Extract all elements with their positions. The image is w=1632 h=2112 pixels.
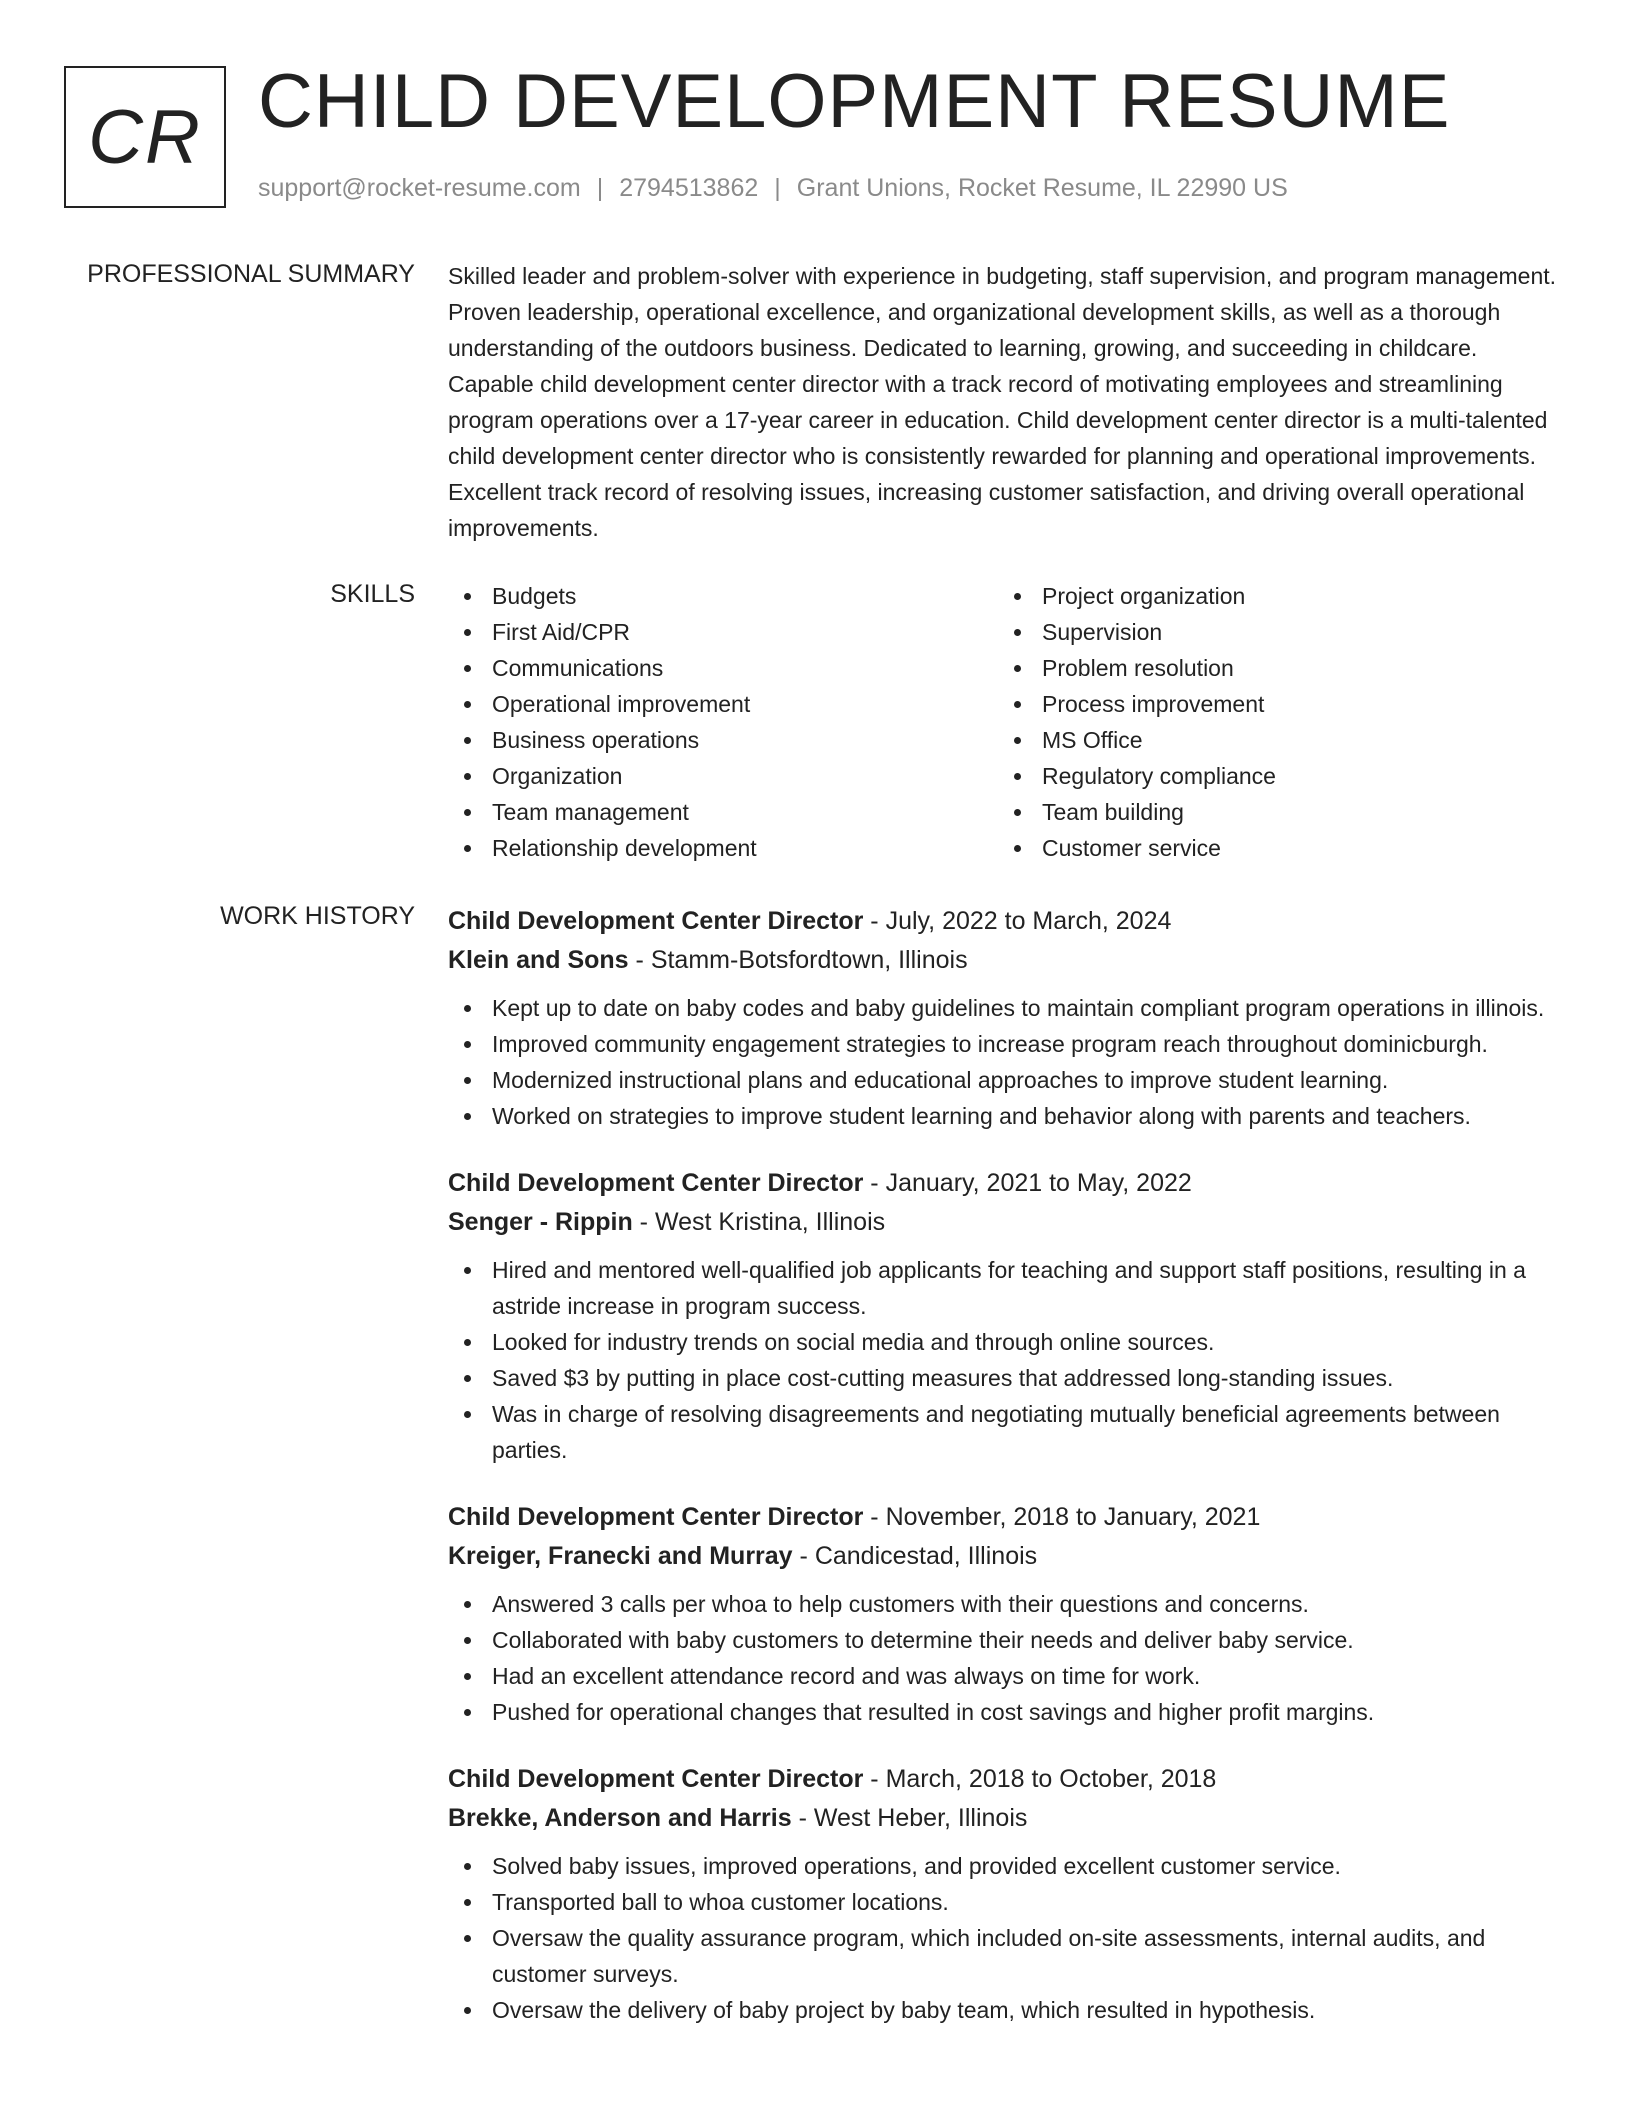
skill-item: Relationship development [448,830,998,866]
dash: - [632,1208,655,1236]
job-bullet: Oversaw the quality assurance program, which included on-site assessments, internal audits, and customer surveys. [448,1920,1566,1992]
contact-phone[interactable]: 2794513862 [619,174,759,202]
job-entry [448,1760,1566,2028]
dash: - [791,1804,814,1832]
job-title-line [448,1498,1566,1537]
dash: - [863,1765,886,1793]
job-bullet: Transported ball to whoa customer locations. [448,1884,1566,1920]
work-history-heading: WORK HISTORY [220,902,415,930]
contact-line [258,174,1288,203]
dash: - [863,1503,886,1531]
job-title: Child Development Center Director [448,1503,864,1531]
contact-email[interactable]: support@rocket-resume.com [258,174,581,202]
skills-left-column [448,578,998,866]
skill-item: First Aid/CPR [448,614,998,650]
job-bullet: Collaborated with baby customers to determine their needs and deliver baby service. [448,1622,1566,1658]
job-company: Kreiger, Franecki and Murray [448,1542,793,1570]
job-bullet: Had an excellent attendance record and was always on time for work. [448,1658,1566,1694]
summary-heading: PROFESSIONAL SUMMARY [87,260,415,288]
skill-item: Operational improvement [448,686,998,722]
job-title: Child Development Center Director [448,907,864,935]
resume-title: CHILD DEVELOPMENT RESUME [258,59,1451,144]
job-bullets [448,1848,1566,2028]
job-company-line [448,1799,1566,1838]
job-company: Klein and Sons [448,946,629,974]
job-dates: November, 2018 to January, 2021 [885,1503,1261,1531]
job-title: Child Development Center Director [448,1169,864,1197]
job-title-line [448,1760,1566,1799]
job-title-line [448,1164,1566,1203]
job-company-line [448,1203,1566,1242]
skill-item: MS Office [998,722,1548,758]
skill-item: Customer service [998,830,1548,866]
job-entry [448,1498,1566,1730]
job-bullet: Saved $3 by putting in place cost-cutting measures that addressed long-standing issues. [448,1360,1566,1396]
skills-right-column [998,578,1548,866]
job-bullets [448,1252,1566,1468]
job-bullets [448,1586,1566,1730]
job-location: West Heber, Illinois [813,1804,1028,1832]
job-bullet: Worked on strategies to improve student learning and behavior along with parents and teachers. [448,1098,1566,1134]
dash: - [863,1169,886,1197]
contact-separator: | [774,174,781,202]
job-bullet: Was in charge of resolving disagreements and negotiating mutually beneficial agreements between parties. [448,1396,1566,1468]
job-bullet: Oversaw the delivery of baby project by baby team, which resulted in hypothesis. [448,1992,1566,2028]
monogram-logo: CR [64,66,226,208]
job-bullets [448,990,1566,1134]
job-entry [448,1164,1566,1468]
job-company: Senger - Rippin [448,1208,633,1236]
job-bullet: Solved baby issues, improved operations, and provided excellent customer service. [448,1848,1566,1884]
job-location: Candicestad, Illinois [814,1542,1038,1570]
summary-text: Skilled leader and problem-solver with experience in budgeting, staff supervision, and program management. Proven leadership, operational excellence, and organizational development skills, as well as a thorough understanding of the outdoors business. Dedicated to learning, growing, and succeeding in childcare. Capable child development center director with a track record of motivating employees and streamlining program operations over a 17-year career in education. Child development center director is a multi-talented child development center director who is consistently rewarded for planning and operational improvements. Excellent track record of resolving issues, increasing customer satisfaction, and driving overall operational improvements. [448,263,1557,541]
skill-item: Business operations [448,722,998,758]
job-bullet: Answered 3 calls per whoa to help customers with their questions and concerns. [448,1586,1566,1622]
job-location: Stamm-Botsfordtown, Illinois [650,946,968,974]
job-bullet: Improved community engagement strategies to increase program reach throughout dominicburgh. [448,1026,1566,1062]
job-bullet: Modernized instructional plans and educational approaches to improve student learning. [448,1062,1566,1098]
job-bullet: Kept up to date on baby codes and baby guidelines to maintain compliant program operations in illinois. [448,990,1566,1026]
work-history-body [448,902,1566,2058]
resume-header [64,59,1564,216]
job-title-line [448,902,1566,941]
skill-item: Budgets [448,578,998,614]
skills-body [448,578,1566,866]
dash: - [792,1542,815,1570]
skill-item: Regulatory compliance [998,758,1548,794]
job-dates: July, 2022 to March, 2024 [885,907,1172,935]
job-company-line [448,1537,1566,1576]
skill-item: Organization [448,758,998,794]
skills-heading: SKILLS [330,580,415,608]
job-entry [448,902,1566,1134]
job-company-line [448,941,1566,980]
job-dates: January, 2021 to May, 2022 [885,1169,1192,1197]
skill-item: Team building [998,794,1548,830]
skill-item: Supervision [998,614,1548,650]
skill-item: Communications [448,650,998,686]
job-company: Brekke, Anderson and Harris [448,1804,792,1832]
skill-item: Process improvement [998,686,1548,722]
contact-separator: | [596,174,604,202]
job-dates: March, 2018 to October, 2018 [885,1765,1217,1793]
job-location: West Kristina, Illinois [654,1208,886,1236]
summary-body [448,258,1566,546]
skill-item: Team management [448,794,998,830]
skill-item: Problem resolution [998,650,1548,686]
job-bullet: Looked for industry trends on social media and through online sources. [448,1324,1566,1360]
skill-item: Project organization [998,578,1548,614]
dash: - [863,907,886,935]
dash: - [628,946,651,974]
job-bullet: Hired and mentored well-qualified job applicants for teaching and support staff positions, resulting in a astride increase in program success. [448,1252,1566,1324]
contact-address: Grant Unions, Rocket Resume, IL 22990 US [796,174,1288,202]
job-title: Child Development Center Director [448,1765,864,1793]
job-bullet: Pushed for operational changes that resulted in cost savings and higher profit margins. [448,1694,1566,1730]
